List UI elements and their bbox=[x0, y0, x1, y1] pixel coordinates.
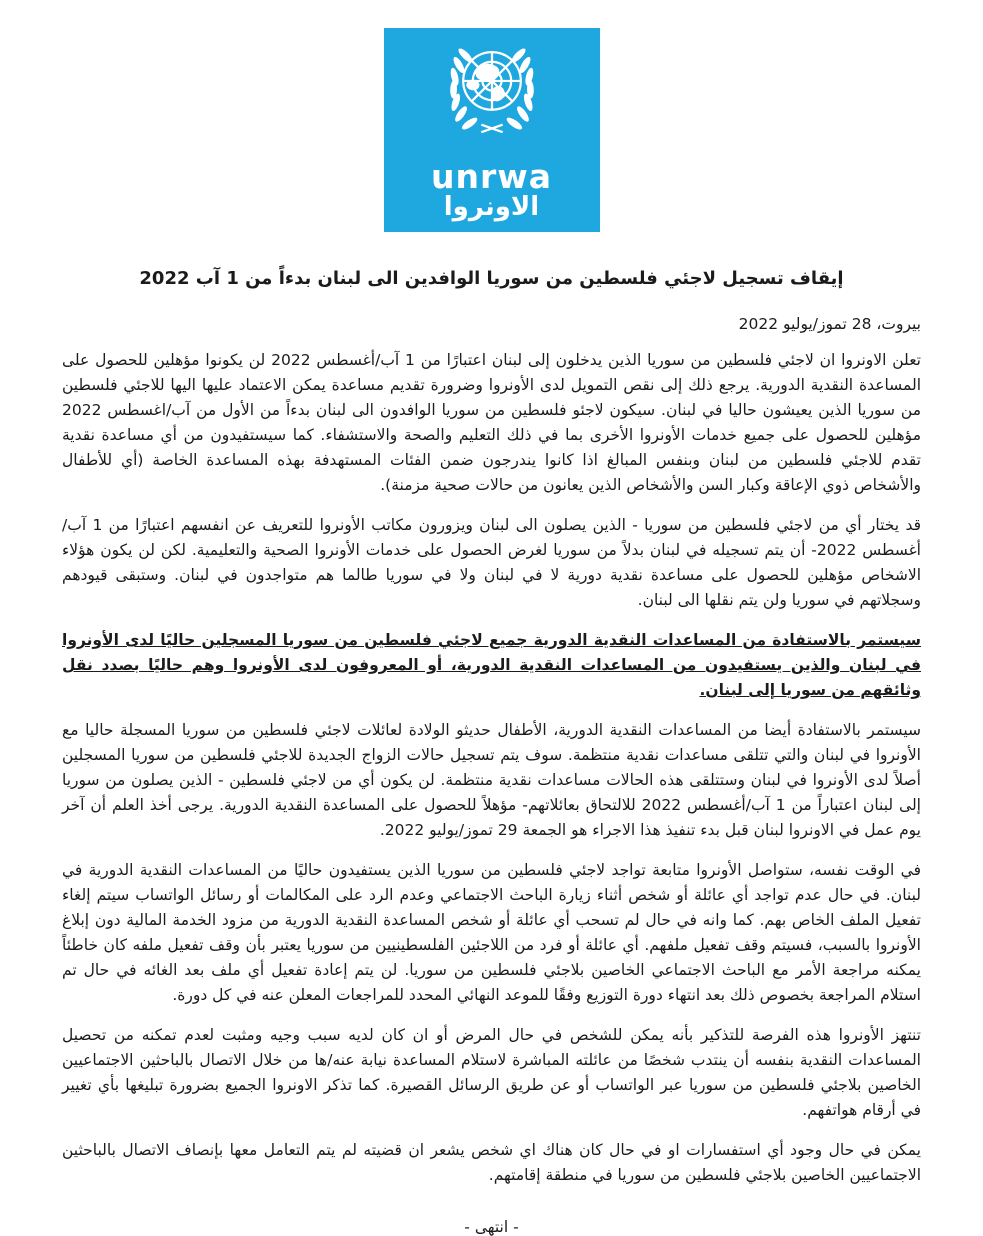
end-marker: - انتهى - bbox=[464, 1218, 519, 1236]
document-title: إيقاف تسجيل لاجئي فلسطين من سوريا الوافدين الى لبنان بدءاً من 1 آب 2022 bbox=[139, 268, 844, 289]
paragraph-4: سيستمر بالاستفادة أيضا من المساعدات النقدية الدورية، الأطفال حديثو الولادة لعائلات لاجئي فلسطين من سوريا المسجلة حاليا مع الأونروا في لبنان والتي تتلقى مساعدات نقدية منتظمة. سوف يتم تسجيل حالات الزواج الجديدة للاجئي فلسطين من سوريا المسجلين أصلاً لدى الأونروا في لبنان وستتلقى هذه الحالات مساعدات نقدية منتظمة. لن يكون أي من لاجئي فلسطين - الذين يصلون من سوريا إلى لبنان اعتباراً من 1 آب/أغسطس 2022 للالتحاق بعائلاتهم- مؤهلاً للحصول على المساعدة النقدية الدورية. يرجى أخذ العلم أن آخر يوم عمل في الاونروا لبنان قبل بدء تنفيذ هذا الاجراء هو الجمعة 29 تموز/يوليو 2022. bbox=[62, 721, 921, 839]
paragraph-2: قد يختار أي من لاجئي فلسطين من سوريا - الذين يصلون الى لبنان ويزورون مكاتب الأونروا للتعريف عن انفسهم اعتبارًا من 1 آب/أغسطس 2022- أن يتم تسجيله في لبنان بدلاً من سوريا لغرض الحصول على خدمات الأونروا الصحية والتعليمية. لكن لن يكون هؤلاء الاشخاص مؤهلين للحصول على مساعدة نقدية دورية لا في لبنان ولا في سوريا طالما هم متواجدون في لبنان. وستبقى قيودهم وسجلاتهم في سوريا ولن يتم نقلها الى لبنان. bbox=[62, 516, 921, 609]
dateline: بيروت، 28 تموز/يوليو 2022 bbox=[738, 315, 921, 333]
logo-wordmark-latin: unrwa bbox=[430, 157, 552, 196]
unrwa-logo bbox=[384, 28, 600, 232]
logo-wordmark-arabic: الاونروا bbox=[443, 192, 540, 222]
paragraph-3-emphasized: سيستمر بالاستفادة من المساعدات النقدية الدورية جميع لاجئي فلسطين من سوريا المسجلين حاليًا لدى الأونروا في لبنان والذين يستفيدون من المساعدات النقدية الدورية، أو المعروفون لدى الأونروا وهم حاليًا بصدد نقل وثائقهم من سوريا إلى لبنان. bbox=[62, 631, 921, 699]
paragraph-1: تعلن الاونروا ان لاجئي فلسطين من سوريا الذين يدخلون إلى لبنان اعتبارًا من 1 آب/أغسطس 2022 لن يكونوا مؤهلين للحصول على المساعدة النقدية الدورية. يرجع ذلك إلى نقص التمويل لدى الأونروا وضرورة تقديم مساعدة يمكن الاعتماد عليها اليها للاجئي فلسطين من سوريا الذين يعيشون حاليا في لبنان. سيكون لاجئو فلسطين من سوريا الوافدون الى لبنان بدءاً من الأول من آب/اغسطس 2022 مؤهلين للحصول على جميع خدمات الأونروا الأخرى بما في ذلك التعليم والصحة والاستشفاء. كما سيستفيدون من أي مساعدة نقدية تقدم للاجئي فلسطين من لبنان وبنفس المبالغ اذا كانوا يندرجون ضمن الفئات المستهدفة بهذه المساعدة الخاصة (أي للأطفال والأشخاص ذوي الإعاقة وكبار السن والأشخاص الذين يعانون من حالات صحية مزمنة). bbox=[62, 351, 921, 494]
press-release bbox=[62, 268, 921, 1236]
un-globe-laurel-icon bbox=[426, 34, 558, 162]
paragraph-5: في الوقت نفسه، ستواصل الأونروا متابعة تواجد لاجئي فلسطين من سوريا الذين يستفيدون حاليًا من المساعدات النقدية الدورية في لبنان. في حال عدم تواجد أي عائلة أو شخص أثناء زيارة الباحث الاجتماعي وعدم الرد على المكالمات أو رسائل الواتساب سيتم إلغاء تفعيل الملف الخاص بهم. كما وانه في حال لم تسحب أي عائلة أو شخص المساعدة النقدية الدورية من مزود الخدمة المالية دون إبلاغ الأونروا بالسبب، فسيتم وقف تفعيل ملفهم. أي عائلة أو فرد من اللاجئين الفلسطينيين من سوريا يعتبر بأن وقف تفعيل ملفه كان خاطئاً يمكنه مراجعة الأمر مع الباحث الاجتماعي الخاصين بلاجئي فلسطين من سوريا. لن يتم إعادة تفعيل أي ملف بعد الغائه في حال تم استلام المراجعة بخصوص ذلك بعد انتهاء دورة التوزيع وفقًا للموعد النهائي المحدد للمراجعات المعلن عنه في كل دورة. bbox=[62, 861, 921, 1004]
paragraph-6: تنتهز الأونروا هذه الفرصة للتذكير بأنه يمكن للشخص في حال المرض أو ان كان لديه سبب وجيه ومثبت لعدم تمكنه من تحصيل المساعدات النقدية بنفسه أن ينتدب شخصًا من عائلته المباشرة لاستلام المساعدة نيابة عنه/ها من خلال الاتصال بالباحثين الاجتماعيين الخاصين بلاجئي فلسطين من سوريا عبر الواتساب أو عن طريق الرسائل القصيرة. كما تذكر الاونروا الجميع بضرورة تبليغها بأي تغيير في أرقام هواتفهم. bbox=[62, 1026, 921, 1119]
paragraph-7: يمكن في حال وجود أي استفسارات او في حال كان هناك اي شخص يشعر ان قضيته لم يتم التعامل معها بإنصاف الاتصال بالباحثين الاجتماعيين الخاصين بلاجئي فلسطين من سوريا في منطقة إقامتهم. bbox=[62, 1141, 921, 1184]
